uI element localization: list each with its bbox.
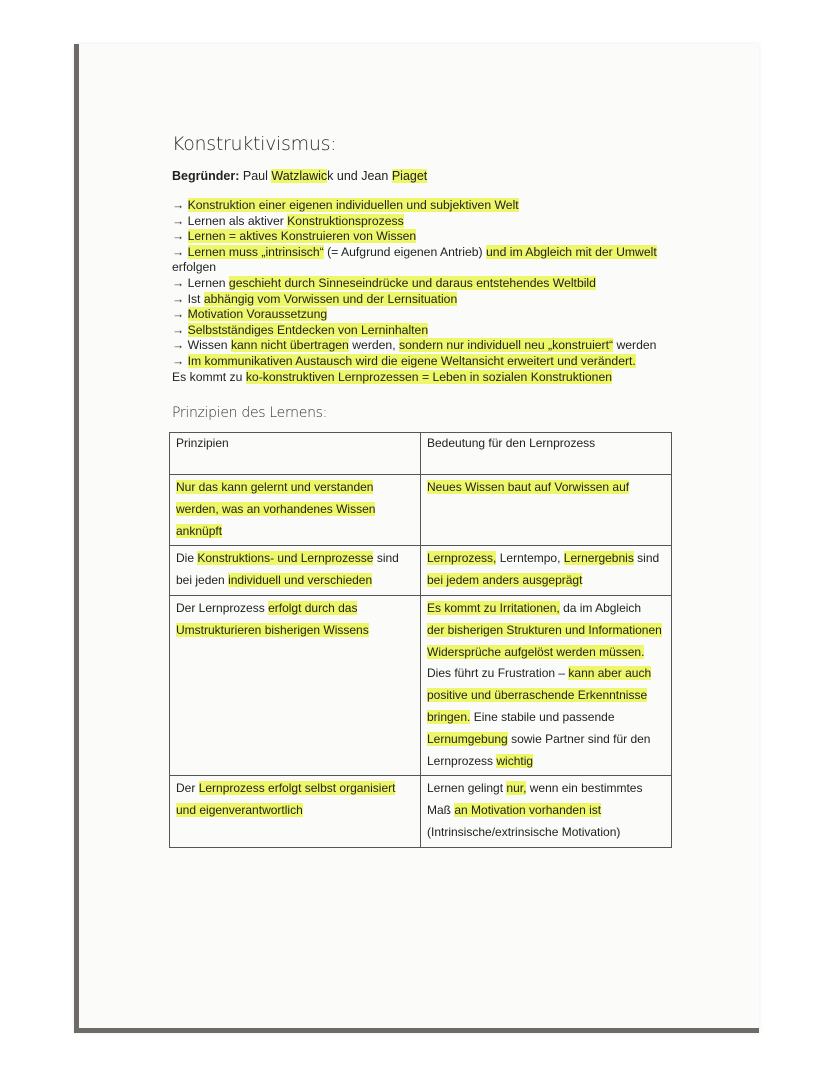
- table-row: [170, 475, 672, 546]
- founders-line: [172, 169, 427, 183]
- key-points-list: [172, 198, 672, 385]
- cell-text-hl: Konstruktions- und Lernprozesse: [197, 551, 374, 566]
- table-cell: [421, 475, 672, 546]
- table-row: [170, 776, 672, 847]
- founders-text: Paul: [242, 169, 268, 183]
- point-text: Konstruktion einer eigenen individuellen und subjektiven Welt: [187, 198, 519, 212]
- cell-text-hl: bringen.: [427, 709, 471, 724]
- founder-name-1: Watzlawic: [271, 169, 328, 183]
- list-item: → Lernen muss „intrinsisch“ (= Aufgrund eigenen Antrieb) und im Abgleich mit der Umwelt: [172, 244, 657, 259]
- point-text-hl: Lernen muss „intrinsisch“: [187, 244, 324, 259]
- point-text: Ist: [187, 291, 201, 306]
- cell-text-hl: bei jedem anders ausgeprägt: [427, 573, 583, 588]
- cell-text: werden, was an vorhandenes Wissen: [176, 501, 376, 516]
- founders-text-mid: und Jean: [336, 169, 389, 183]
- cell-text-hl: erfolgt durch das: [268, 600, 358, 615]
- header-cell: Prinzipien: [170, 433, 421, 475]
- cell-text: sind: [376, 551, 399, 566]
- founder-name-2: Piaget: [391, 169, 428, 183]
- header-cell: Bedeutung für den Lernprozess: [421, 433, 672, 475]
- cell-text: Neues Wissen baut auf Vorwissen auf: [427, 480, 630, 494]
- cell-text-hl: Lernprozess,: [427, 551, 497, 566]
- cell-text-hl: Lernumgebung: [427, 731, 508, 746]
- list-item: → Im kommunikativen Austausch wird die eigene Weltansicht erweitert und verändert.: [172, 353, 636, 368]
- table-cell: [170, 475, 421, 546]
- cell-text: (Intrinsische/extrinsische Motivation): [427, 824, 621, 839]
- cell-text-hl: Lernprozess erfolgt selbst organisiert: [198, 781, 396, 796]
- cell-text-hl: an Motivation vorhanden ist: [454, 803, 602, 818]
- cell-text-hl: individuell und verschieden: [228, 573, 373, 588]
- point-text-hl: sondern nur individuell neu „konstruiert“: [398, 338, 614, 353]
- list-item: → Lernen als aktiver Konstruktionsprozess: [172, 213, 404, 228]
- list-item-continued: [172, 260, 672, 276]
- list-item: → Selbstständiges Entdecken von Lerninhalten: [172, 322, 429, 337]
- list-item: → Motivation Voraussetzung: [172, 307, 328, 322]
- point-text: werden: [616, 338, 657, 353]
- point-text: werden,: [352, 338, 396, 353]
- point-text: Selbstständiges Entdecken von Lerninhalten: [187, 322, 429, 337]
- point-text-hl: abhängig vom Vorwissen und der Lernsituation: [203, 291, 458, 306]
- founders-label: Begründer:: [172, 169, 240, 183]
- list-item: → Konstruktion einer eigenen individuellen und subjektiven Welt: [172, 198, 519, 212]
- point-text-hl: und im Abgleich mit der Umwelt: [486, 244, 657, 259]
- point-text: Lernen = aktives Konstruieren von Wissen: [187, 229, 417, 244]
- cell-text: Lernprozess: [427, 753, 494, 768]
- cell-text-hl: nur,: [506, 781, 527, 796]
- cell-text: Maß: [427, 803, 451, 818]
- cell-text: wenn ein bestimmtes: [529, 781, 643, 796]
- table-header-row: [170, 433, 672, 475]
- list-item: → Lernen = aktives Konstruieren von Wissen: [172, 229, 417, 244]
- point-text: (= Aufgrund eigenen Antrieb): [327, 244, 483, 259]
- cell-text-hl: Es kommt zu Irritationen,: [427, 600, 560, 615]
- table-cell: [170, 776, 421, 847]
- point-text: Lernen: [187, 275, 226, 290]
- cell-text: anknüpft: [176, 523, 223, 538]
- table-cell: [170, 595, 421, 775]
- point-text-hl: Konstruktionsprozess: [287, 213, 404, 228]
- section-subtitle: Prinzipien des Lernens:: [172, 405, 328, 421]
- table-cell: [421, 776, 672, 847]
- point-text-hl: ko-konstruktiven Lernprozessen = Leben in sozialen Konstruktionen: [245, 369, 613, 384]
- cell-text: Der: [176, 781, 196, 796]
- cell-text: da im Abgleich: [563, 600, 642, 615]
- point-text: Es kommt zu: [172, 369, 243, 384]
- cell-text: sowie Partner sind für den: [511, 731, 651, 746]
- table-row: [170, 595, 672, 775]
- cell-text-hl: Lernergebnis: [563, 551, 634, 566]
- principles-table: [169, 432, 672, 848]
- cell-text: bei jeden: [176, 573, 225, 588]
- table-cell: [170, 546, 421, 596]
- cell-text-hl: positive und überraschende Erkenntnisse: [427, 688, 648, 703]
- cell-text-hl: kann aber auch: [568, 666, 652, 681]
- cell-text: Der Lernprozess: [176, 600, 265, 615]
- point-text-hl: kann nicht übertragen: [230, 338, 349, 353]
- founder-name-1-rest: k: [327, 169, 334, 183]
- cell-text: Lerntempo,: [499, 551, 561, 566]
- cell-text-hl: der bisherigen Strukturen und Informationen: [427, 622, 662, 637]
- cell-text-hl: Umstrukturieren bisherigen Wissens: [176, 622, 369, 637]
- cell-text-hl: wichtig: [496, 753, 534, 768]
- point-text: erfolgen: [172, 260, 217, 275]
- point-text: Motivation Voraussetzung: [187, 307, 328, 322]
- cell-text-hl: und eigenverantwortlich: [176, 803, 303, 818]
- table-row: [170, 546, 672, 596]
- cell-text: Eine stabile und passende: [473, 709, 615, 724]
- table-cell: [421, 595, 672, 775]
- list-item: → Ist abhängig vom Vorwissen und der Lernsituation: [172, 291, 458, 306]
- conclusion-line: [172, 370, 672, 386]
- cell-text: Nur das kann gelernt und verstanden: [176, 480, 374, 494]
- list-item: → Wissen kann nicht übertragen werden, sondern nur individuell neu „konstruiert“ werden: [172, 338, 657, 353]
- table-cell: [421, 546, 672, 596]
- point-text: Wissen: [187, 338, 228, 353]
- cell-text-hl: Widersprüche aufgelöst werden müssen.: [427, 644, 645, 659]
- cell-text: sind: [637, 551, 660, 566]
- point-text-hl: geschieht durch Sinneseindrücke und daraus entstehendes Weltbild: [228, 275, 596, 290]
- cell-text: Dies führt zu Frustration –: [427, 666, 566, 681]
- point-text: Im kommunikativen Austausch wird die eigene Weltansicht erweitert und verändert.: [187, 353, 636, 368]
- page-title: Konstruktivismus:: [172, 133, 337, 155]
- cell-text: Die: [176, 551, 195, 566]
- point-text: Lernen als aktiver: [187, 213, 284, 228]
- list-item: → Lernen geschieht durch Sinneseindrücke und daraus entstehendes Weltbild: [172, 275, 596, 290]
- cell-text: Lernen gelingt: [427, 781, 504, 796]
